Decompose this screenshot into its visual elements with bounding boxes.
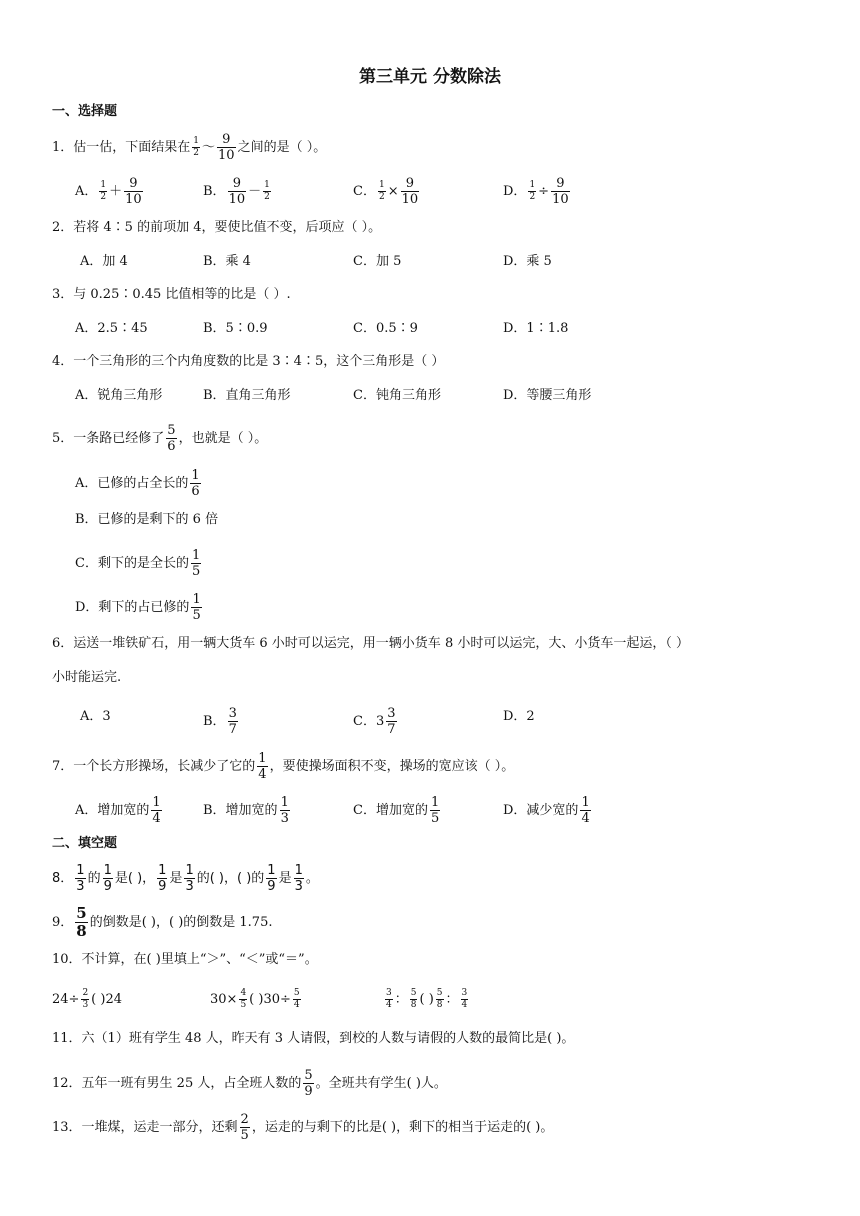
question-4: 4．一个三角形的三个内角度数的比是 3∶4∶5，这个三角形是（ ） bbox=[52, 354, 445, 369]
compare-expression-2: 30× $\frac{4}{5}$ ( )30÷ $\frac{5}{4}$ bbox=[210, 988, 300, 1010]
option-c[interactable]: C．加 5 bbox=[353, 254, 402, 269]
question-9: 9． $\frac{5}{8}$ 的倒数是( )，( )的倒数是 1.75. bbox=[52, 904, 273, 940]
option-b[interactable]: B．5∶0.9 bbox=[203, 321, 268, 336]
question-12: 12．五年一班有男生 25 人，占全班人数的 $\frac{5}{9}$ 。全班共有学生( )人。 bbox=[52, 1068, 447, 1099]
question-6-continued: 小时能运完. bbox=[52, 670, 122, 685]
question-1 bbox=[52, 133, 326, 162]
option-d[interactable]: D． $\frac{1}{2}$ ÷ $\frac{9}{10}$ bbox=[503, 176, 569, 207]
option-b[interactable]: B．乘 4 bbox=[203, 254, 251, 269]
option-d[interactable]: D．减少宽的 $\frac{1}{4}$ bbox=[503, 795, 590, 826]
question-7: 7．一个长方形操场，长减少了它的 $\frac{1}{4}$ ，要使操场面积不变，操场的宽应该（ ）。 bbox=[52, 751, 515, 782]
option-b[interactable]: B． $\frac{3}{7}$ bbox=[203, 706, 237, 737]
option-c[interactable]: C．剩下的是全长的 $\frac{1}{5}$ bbox=[75, 548, 201, 579]
option-a[interactable]: A．加 4 bbox=[80, 254, 128, 269]
option-c[interactable]: C．钝角三角形 bbox=[353, 388, 441, 403]
page-title: 第三单元 分数除法 bbox=[359, 67, 501, 87]
option-d[interactable]: D．2 bbox=[503, 709, 535, 724]
option-a[interactable]: A．锐角三角形 bbox=[75, 388, 163, 403]
option-b[interactable]: B．已修的是剩下的 6 倍 bbox=[75, 512, 219, 527]
question-5: 5．一条路已经修了 $\frac{5}{6}$ ，也就是（ ）。 bbox=[52, 423, 268, 454]
question-10: 10．不计算，在( )里填上“＞”、“＜”或“＝”。 bbox=[52, 952, 318, 967]
question-8: 8． $\frac{1}{3}$ 的 $\frac{1}{9}$ 是( )， $\frac{1}{9}$ 是 $\frac{1}{3}$ 的( )，( )的 $\frac{1}{9}$ 是 $\frac{1}{3}$ 。 bbox=[52, 863, 319, 894]
question-text: 之间的是（ ）。 bbox=[237, 140, 327, 155]
fraction: $\frac{9}{10}$ bbox=[218, 132, 235, 163]
option-c[interactable]: C．增加宽的 $\frac{1}{5}$ bbox=[353, 795, 440, 826]
option-d[interactable]: D．乘 5 bbox=[503, 254, 552, 269]
question-11: 11．六（1）班有学生 48 人，昨天有 3 人请假，到校的人数与请假的人数的最简比是( )。 bbox=[52, 1031, 575, 1046]
option-b[interactable]: B． $\frac{9}{10}$ － $\frac{1}{2}$ bbox=[203, 176, 270, 207]
option-c[interactable]: C．3 $\frac{3}{7}$ bbox=[353, 706, 396, 737]
question-6: 6．运送一堆铁矿石，用一辆大货车 6 小时可以运完，用一辆小货车 8 小时可以运完，大、小货车一起运，（ ） bbox=[52, 636, 689, 651]
compare-expression-1: 24÷ $\frac{2}{3}$ ( )24 bbox=[52, 988, 122, 1010]
question-2: 2．若将 4∶5 的前项加 4，要使比值不变，后项应（ ）。 bbox=[52, 220, 382, 235]
option-a[interactable]: A．增加宽的 $\frac{1}{4}$ bbox=[75, 795, 161, 826]
option-a[interactable]: A． $\frac{1}{2}$ ＋ $\frac{9}{10}$ bbox=[75, 176, 142, 207]
option-a[interactable]: A．2.5∶45 bbox=[75, 321, 148, 336]
question-3: 3．与 0.25∶0.45 比值相等的比是（ ）. bbox=[52, 287, 291, 302]
option-a[interactable]: A．已修的占全长的 $\frac{1}{6}$ bbox=[75, 468, 200, 499]
option-a[interactable]: A．3 bbox=[80, 709, 111, 724]
option-b[interactable]: B．增加宽的 $\frac{1}{3}$ bbox=[203, 795, 289, 826]
option-d[interactable]: D．等腰三角形 bbox=[503, 388, 592, 403]
tilde-symbol: ～ bbox=[202, 140, 216, 155]
option-d[interactable]: D．1∶1.8 bbox=[503, 321, 569, 336]
section-heading-choice: 一、选择题 bbox=[52, 104, 118, 119]
question-13: 13．一堆煤，运走一部分，还剩 $\frac{2}{5}$ ，运走的与剩下的比是( )，剩下的相当于运走的( )。 bbox=[52, 1112, 554, 1143]
fraction: $\frac{1}{2}$ bbox=[193, 136, 200, 158]
compare-expression-3: $\frac{3}{4}$ ： $\frac{5}{8}$ ( ) $\frac{5}{8}$ ： $\frac{3}{4}$ bbox=[386, 988, 468, 1010]
question-text: 1．估一估，下面结果在 bbox=[52, 140, 191, 155]
option-d[interactable]: D．剩下的占已修的 $\frac{1}{5}$ bbox=[75, 592, 201, 623]
option-c[interactable]: C． $\frac{1}{2}$ × $\frac{9}{10}$ bbox=[353, 176, 419, 207]
section-heading-fill: 二、填空题 bbox=[52, 836, 118, 851]
option-b[interactable]: B．直角三角形 bbox=[203, 388, 291, 403]
option-c[interactable]: C．0.5∶9 bbox=[353, 321, 418, 336]
